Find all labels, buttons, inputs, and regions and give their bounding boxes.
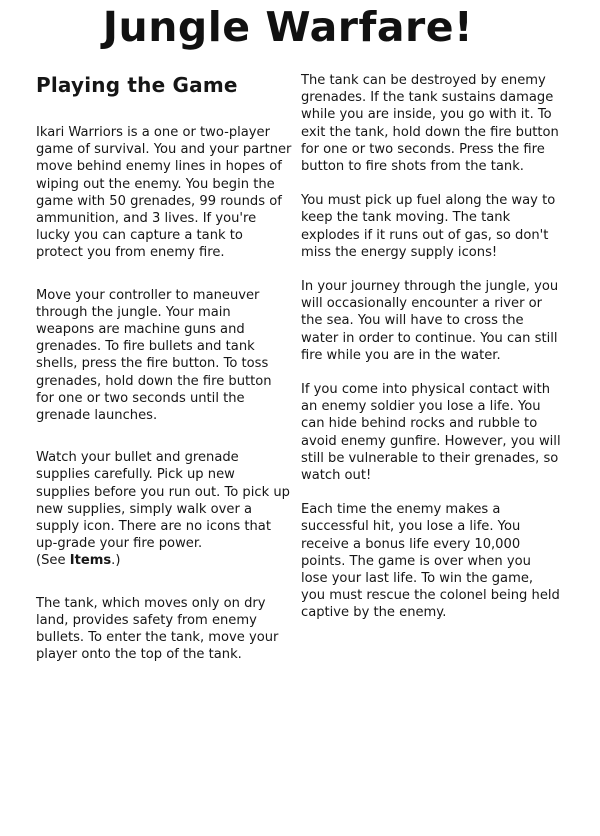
right-column [301,72,561,639]
paragraph-tank: The tank, which moves only on dry land, provides safety from enemy bullets. To enter the tank, move your player onto the top of the tank. [36,595,279,663]
items-reference: Items [69,553,112,569]
paragraph-water: In your journey through the jungle, you will occasionally encounter a river or the sea. You will have to cross the water in order to continue. You can still fire while you are in the water. [301,279,559,363]
see-items-suffix: .) [111,553,121,569]
paragraph-lives: Each time the enemy makes a successful hit, you lose a life. You receive a bonus life every 10,000 points. The game is over when you lose your last life. To win the game, you must rescue the colonel being held captive by the enemy. [301,502,560,621]
see-items-prefix: (See [36,553,70,569]
page-title: Jungle Warfare! [102,3,474,51]
paragraph-fuel: You must pick up fuel along the way to keep the tank moving. The tank explodes if it runs out of gas, so don't miss the energy supply icons! [301,193,556,260]
paragraph-contact: If you come into physical contact with an enemy soldier you lose a life. You can hide behind rocks and rubble to avoid enemy gunfire. However, you will still be vulnerable to their grenades, so watch out! [301,382,561,484]
paragraph-supplies-text: Watch your bullet and grenade supplies carefully. Pick up new supplies before you run out. To pick up new supplies, simply walk over a supply icon. There are no icons that up-grade your fire power. [36,450,290,552]
paragraph-supplies [36,449,292,569]
left-column [36,72,292,688]
paragraph-controls: Move your controller to maneuver through the jungle. Your main weapons are machine guns and grenades. To fire bullets and tank shells, press the fire button. To toss grenades, hold down the fire button for one or two seconds until the grenade launches. [36,287,272,424]
section-heading: Playing the Game [36,73,238,97]
paragraph-intro: Ikari Warriors is a one or two-player game of survival. You and your partner move behind enemy lines in hopes of wiping out the enemy. You begin the game with 50 grenades, 99 rounds of ammunition, and 3 lives. If you're lucky you can capture a tank to protect you from enemy fire. [36,125,292,261]
paragraph-tank-damage: The tank can be destroyed by enemy grenades. If the tank sustains damage while you are inside, you go with it. To exit the tank, hold down the fire button for one or two seconds. Press the fire button to fire shots from the tank. [301,73,559,175]
